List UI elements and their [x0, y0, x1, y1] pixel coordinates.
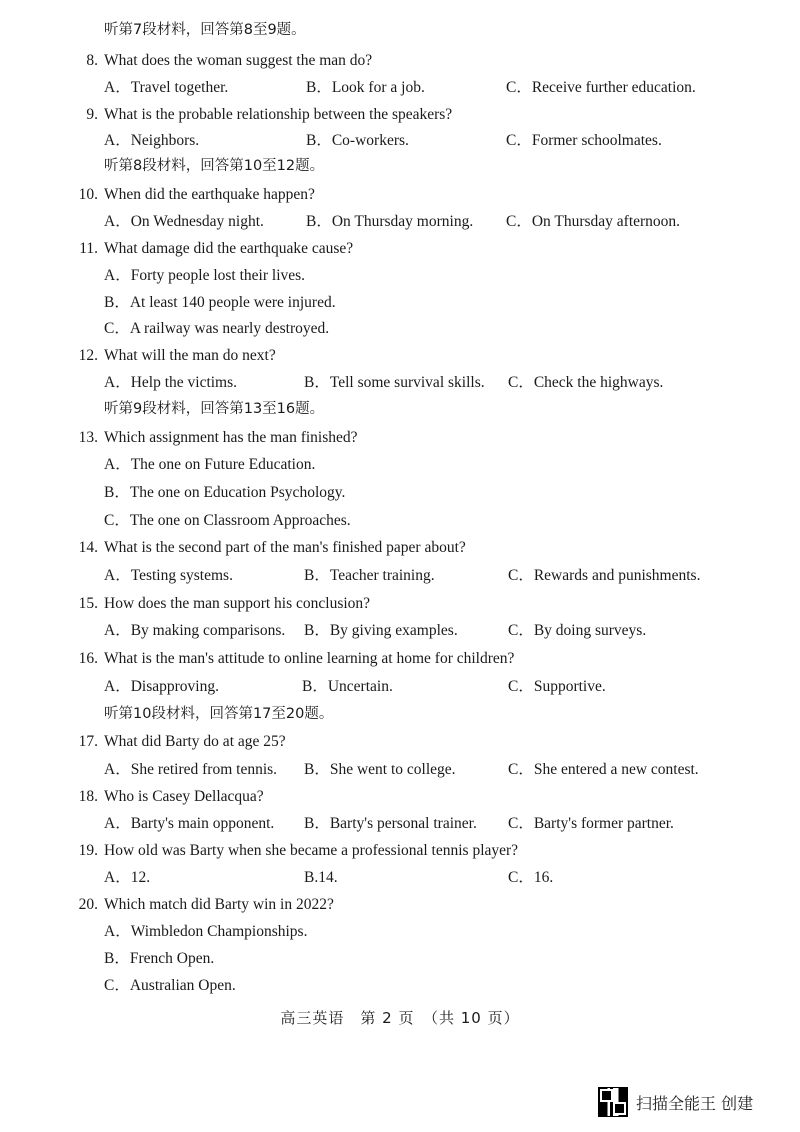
scanner-stamp	[598, 1087, 753, 1117]
question-text-15: How does the man support his conclusion?	[104, 595, 371, 612]
question-text-13: Which assignment has the man finished?	[104, 429, 358, 446]
q12-option-b: B．Tell some survival skills.	[304, 374, 485, 391]
question-text-8: What does the woman suggest the man do?	[104, 52, 373, 69]
q10-option-a: A．On Wednesday night.	[104, 213, 264, 230]
q14-option-c: C．Rewards and punishments.	[508, 567, 701, 584]
q10-option-b: B．On Thursday morning.	[306, 213, 474, 230]
q9-option-a: A．Neighbors.	[104, 132, 200, 149]
q16-option-a: A．Disapproving.	[104, 678, 219, 695]
question-text-9: What is the probable relationship between the speakers?	[104, 106, 453, 123]
q10-option-c: C．On Thursday afternoon.	[506, 213, 681, 230]
qr-code-icon	[598, 1087, 628, 1117]
question-text-20: Which match did Barty win in 2022?	[104, 896, 334, 913]
q17-option-a: A．She retired from tennis.	[104, 761, 278, 778]
q11-option-b: B．At least 140 people were injured.	[104, 294, 336, 311]
q8-option-a: A．Travel together.	[104, 79, 229, 96]
q15-option-a: A．By making comparisons.	[104, 622, 286, 639]
q9-option-b: B．Co-workers.	[306, 132, 409, 149]
q11-option-c: C．A railway was nearly destroyed.	[104, 320, 330, 337]
q8-option-c: C．Receive further education.	[506, 79, 696, 96]
q13-option-a: A．The one on Future Education.	[104, 456, 316, 473]
section-heading-8: 听第8段材料，回答第10至12题。	[104, 158, 325, 174]
q15-option-c: C．By doing surveys.	[508, 622, 647, 639]
question-text-14: What is the second part of the man's finished paper about?	[104, 539, 466, 556]
question-number-11: 11.	[79, 240, 98, 257]
q17-option-b: B．She went to college.	[304, 761, 456, 778]
q12-option-a: A．Help the victims.	[104, 374, 238, 391]
q13-option-b: B．The one on Education Psychology.	[104, 484, 346, 501]
question-text-17: What did Barty do at age 25?	[104, 733, 286, 750]
question-text-18: Who is Casey Dellacqua?	[104, 788, 264, 805]
question-number-19: 19.	[78, 842, 98, 859]
question-number-18: 18.	[78, 788, 98, 805]
section-heading-9: 听第9段材料，回答第13至16题。	[104, 401, 325, 417]
scanner-stamp-label: 扫描全能王 创建	[636, 1093, 754, 1113]
q12-option-c: C．Check the highways.	[508, 374, 664, 391]
question-text-11: What damage did the earthquake cause?	[104, 240, 354, 257]
question-number-10: 10.	[78, 186, 98, 203]
q18-option-a: A．Barty's main opponent.	[104, 815, 275, 832]
question-text-19: How old was Barty when she became a professional tennis player?	[104, 842, 519, 859]
question-number-20: 20.	[78, 896, 98, 913]
question-text-10: When did the earthquake happen?	[104, 186, 315, 203]
question-text-16: What is the man's attitude to online learning at home for children?	[104, 650, 515, 667]
section-heading-10: 听第10段材料，回答第17至20题。	[104, 706, 334, 722]
q9-option-c: C．Former schoolmates.	[506, 132, 662, 149]
question-number-8: 8.	[86, 52, 98, 69]
q20-option-b: B．French Open.	[104, 950, 215, 967]
q20-option-a: A．Wimbledon Championships.	[104, 923, 308, 940]
question-number-17: 17.	[78, 733, 98, 750]
q8-option-b: B．Look for a job.	[306, 79, 425, 96]
section-heading-7: 听第7段材料，回答第8至9题。	[104, 22, 306, 38]
question-number-12: 12.	[78, 347, 98, 364]
q15-option-b: B．By giving examples.	[304, 622, 458, 639]
q13-option-c: C．The one on Classroom Approaches.	[104, 512, 351, 529]
q16-option-b: B．Uncertain.	[302, 678, 393, 695]
question-number-16: 16.	[78, 650, 98, 667]
q19-option-c: C．16.	[508, 869, 554, 886]
q20-option-c: C．Australian Open.	[104, 977, 236, 994]
q14-option-b: B．Teacher training.	[304, 567, 435, 584]
question-text-12: What will the man do next?	[104, 347, 276, 364]
q18-option-b: B．Barty's personal trainer.	[304, 815, 477, 832]
q11-option-a: A．Forty people lost their lives.	[104, 267, 306, 284]
question-number-13: 13.	[78, 429, 98, 446]
question-number-15: 15.	[78, 595, 98, 612]
page-footer: 高三英语 第 2 页 （共 10 页）	[280, 1009, 520, 1027]
q14-option-a: A．Testing systems.	[104, 567, 233, 584]
question-number-9: 9.	[86, 106, 98, 123]
q17-option-c: C．She entered a new contest.	[508, 761, 699, 778]
q19-option-b: B.14.	[304, 869, 338, 886]
q16-option-c: C．Supportive.	[508, 678, 606, 695]
q18-option-c: C．Barty's former partner.	[508, 815, 674, 832]
q19-option-a: A．12.	[104, 869, 151, 886]
question-number-14: 14.	[78, 539, 98, 556]
